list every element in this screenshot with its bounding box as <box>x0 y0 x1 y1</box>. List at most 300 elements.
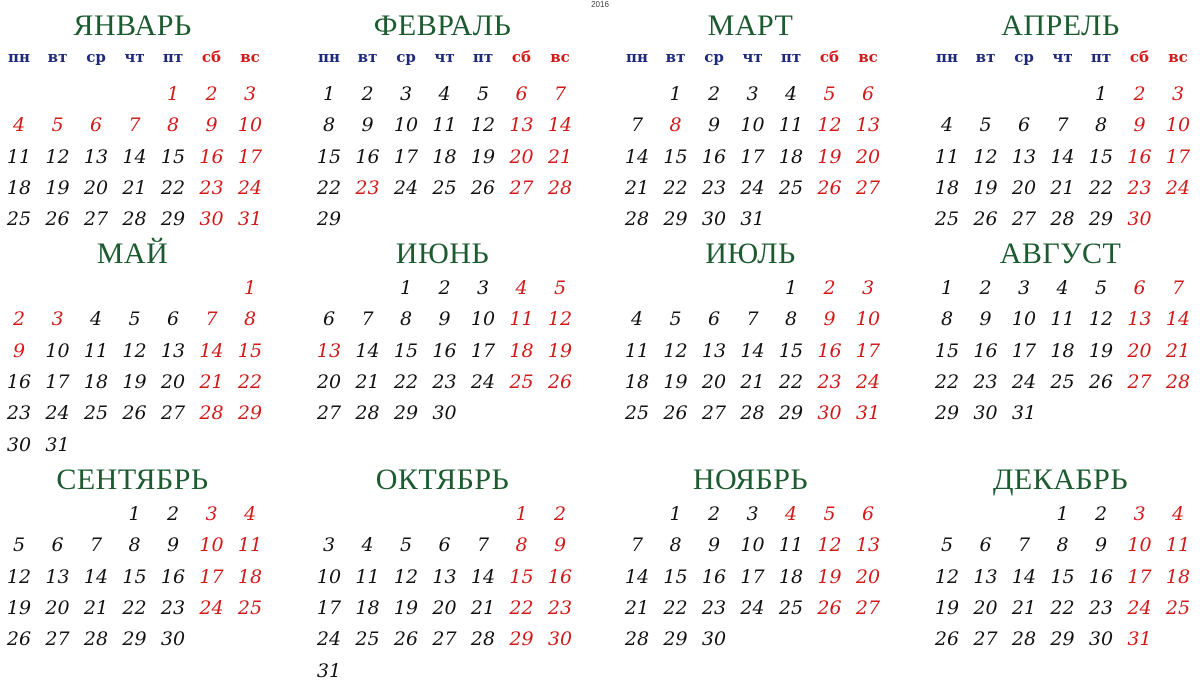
day-cell: 15 <box>122 565 147 588</box>
day-cell: 20 <box>1127 339 1152 362</box>
day-cell: 10 <box>237 114 263 137</box>
day-cell: 5 <box>12 534 26 557</box>
day-cell: 18 <box>237 565 263 588</box>
day-cell: 25 <box>778 176 804 199</box>
day-cell: 11 <box>1165 534 1191 557</box>
day-cell: 22 <box>122 596 147 619</box>
day-cell: 12 <box>6 565 32 588</box>
day-cell: 28 <box>1050 208 1075 231</box>
day-cell: 5 <box>553 277 567 299</box>
day-cell: 28 <box>355 402 380 425</box>
day-cell: 9 <box>553 534 567 557</box>
day-cell: 3 <box>1017 277 1031 299</box>
day-cell: 29 <box>122 628 147 651</box>
day-cell: 22 <box>316 176 342 199</box>
day-cell: 7 <box>128 114 141 137</box>
day-cell: 18 <box>778 145 804 168</box>
day-cell: 13 <box>1127 308 1152 331</box>
day-cell: 26 <box>6 628 32 651</box>
day-cell: 5 <box>823 503 836 525</box>
day-cell: 21 <box>1011 596 1037 619</box>
day-cell: 13 <box>160 339 186 362</box>
day-cell: 25 <box>624 402 650 425</box>
day-cell: 11 <box>509 308 534 331</box>
day-cell: 12 <box>817 534 842 557</box>
weekday-label: сб <box>511 48 532 66</box>
day-cell: 20 <box>432 596 457 619</box>
day-cell: 20 <box>83 176 109 199</box>
day-cell: 2 <box>553 503 567 525</box>
day-cell: 26 <box>817 176 842 199</box>
day-cell: 28 <box>122 208 147 231</box>
day-cell: 5 <box>51 114 64 137</box>
day-cell: 25 <box>1165 596 1191 619</box>
day-cell: 8 <box>243 308 257 331</box>
day-cell: 30 <box>432 402 457 425</box>
day-cell: 6 <box>166 308 180 331</box>
day-cell: 18 <box>6 176 32 199</box>
day-cell: 28 <box>470 628 496 651</box>
year-label: 2016 <box>591 0 609 9</box>
day-cell: 24 <box>1127 596 1152 619</box>
day-cell: 9 <box>166 534 180 557</box>
weekday-label: пн <box>318 48 340 66</box>
day-cell: 3 <box>51 308 64 331</box>
day-cell: 28 <box>624 208 650 231</box>
day-cell: 27 <box>1127 370 1152 393</box>
day-cell: 17 <box>470 339 496 362</box>
day-cell: 29 <box>1050 628 1075 651</box>
day-cell: 13 <box>855 534 881 557</box>
day-cell: 15 <box>663 145 688 168</box>
day-cell: 2 <box>823 277 836 299</box>
day-cell: 29 <box>160 208 186 231</box>
day-cell: 14 <box>355 339 380 362</box>
weekday-label: вс <box>550 48 570 66</box>
day-cell: 8 <box>669 114 682 137</box>
day-cell: 9 <box>979 308 992 331</box>
day-cell: 29 <box>663 208 688 231</box>
day-cell: 7 <box>553 83 567 105</box>
day-cell: 14 <box>1050 145 1075 168</box>
day-cell: 15 <box>778 339 804 362</box>
day-cell: 21 <box>1050 176 1075 199</box>
day-cell: 4 <box>1171 503 1185 525</box>
day-cell: 29 <box>1088 208 1114 231</box>
weekday-label: сб <box>1129 48 1150 66</box>
day-cell: 3 <box>476 277 490 299</box>
day-cell: 1 <box>1094 83 1108 105</box>
day-cell: 3 <box>205 503 218 525</box>
day-cell: 30 <box>160 628 186 651</box>
day-cell: 22 <box>160 176 186 199</box>
weekday-label: вт <box>357 48 378 66</box>
day-cell: 23 <box>817 370 842 393</box>
day-cell: 25 <box>1050 370 1075 393</box>
day-cell: 30 <box>1088 628 1114 651</box>
day-cell: 29 <box>509 628 534 651</box>
day-cell: 20 <box>973 596 998 619</box>
day-cell: 12 <box>393 565 419 588</box>
day-cell: 16 <box>701 565 727 588</box>
day-cell: 30 <box>1127 208 1152 231</box>
day-cell: 21 <box>122 176 147 199</box>
day-cell: 24 <box>199 596 224 619</box>
day-cell: 6 <box>861 503 875 525</box>
day-cell: 16 <box>160 565 186 588</box>
day-cell: 30 <box>701 208 727 231</box>
weekday-label: ср <box>1014 48 1034 66</box>
day-cell: 18 <box>509 339 534 362</box>
day-cell: 14 <box>624 145 650 168</box>
day-cell: 9 <box>12 339 26 362</box>
day-cell: 19 <box>1088 339 1114 362</box>
day-cell: 12 <box>663 339 688 362</box>
day-cell: 19 <box>45 176 70 199</box>
day-cell: 27 <box>973 628 998 651</box>
day-cell: 4 <box>630 308 644 331</box>
day-cell: 5 <box>476 83 490 105</box>
day-cell: 9 <box>1133 114 1146 137</box>
day-cell: 24 <box>855 370 881 393</box>
day-cell: 2 <box>1133 83 1146 105</box>
day-cell: 14 <box>470 565 496 588</box>
day-cell: 24 <box>470 370 496 393</box>
day-cell: 15 <box>160 145 186 168</box>
day-cell: 28 <box>199 402 224 425</box>
day-cell: 25 <box>6 208 32 231</box>
day-cell: 12 <box>973 145 998 168</box>
day-cell: 5 <box>1094 277 1108 299</box>
day-cell: 25 <box>934 208 960 231</box>
day-cell: 10 <box>393 114 419 137</box>
day-cell: 10 <box>45 339 70 362</box>
day-cell: 5 <box>128 308 141 331</box>
day-cell: 17 <box>1127 565 1152 588</box>
day-cell: 19 <box>817 145 842 168</box>
day-cell: 31 <box>1127 628 1152 651</box>
day-cell: 4 <box>361 534 374 557</box>
weekday-label: вт <box>47 48 68 66</box>
weekday-label: пт <box>1090 48 1112 66</box>
day-cell: 27 <box>83 208 109 231</box>
day-cell: 18 <box>1050 339 1075 362</box>
day-cell: 27 <box>509 176 534 199</box>
day-cell: 31 <box>855 402 881 425</box>
day-cell: 29 <box>663 628 688 651</box>
day-cell: 22 <box>393 370 419 393</box>
day-cell: 21 <box>1165 339 1191 362</box>
day-cell: 6 <box>707 308 721 331</box>
day-cell: 24 <box>45 402 70 425</box>
day-cell: 5 <box>979 114 992 137</box>
day-cell: 23 <box>701 176 727 199</box>
day-cell: 7 <box>630 534 644 557</box>
day-cell: 30 <box>199 208 224 231</box>
day-cell: 1 <box>1056 503 1069 525</box>
day-cell: 15 <box>393 339 419 362</box>
day-cell: 8 <box>128 534 141 557</box>
weekday-label: пт <box>472 48 494 66</box>
month-title: ОКТЯБРЬ <box>375 463 510 496</box>
day-cell: 25 <box>509 370 534 393</box>
day-cell: 22 <box>663 176 688 199</box>
day-cell: 10 <box>316 565 342 588</box>
month-title: ИЮНЬ <box>395 237 490 270</box>
day-cell: 31 <box>237 208 263 231</box>
day-cell: 17 <box>740 145 765 168</box>
day-cell: 24 <box>740 176 765 199</box>
day-cell: 9 <box>438 308 451 331</box>
day-cell: 28 <box>624 628 650 651</box>
day-cell: 11 <box>355 565 380 588</box>
day-cell: 7 <box>476 534 490 557</box>
day-cell: 19 <box>973 176 998 199</box>
day-cell: 16 <box>817 339 842 362</box>
day-cell: 27 <box>701 402 727 425</box>
day-cell: 24 <box>316 628 342 651</box>
day-cell: 31 <box>316 659 342 682</box>
day-cell: 12 <box>1088 308 1114 331</box>
day-cell: 19 <box>817 565 842 588</box>
day-cell: 6 <box>438 534 451 557</box>
weekday-label: пн <box>8 48 30 66</box>
day-cell: 14 <box>1011 565 1037 588</box>
day-cell: 4 <box>243 503 257 525</box>
day-cell: 17 <box>45 370 70 393</box>
day-cell: 20 <box>1011 176 1037 199</box>
weekday-label: вс <box>1168 48 1188 66</box>
day-cell: 10 <box>740 534 765 557</box>
day-cell: 19 <box>6 596 32 619</box>
day-cell: 5 <box>669 308 682 331</box>
day-cell: 24 <box>237 176 263 199</box>
day-cell: 19 <box>393 596 419 619</box>
day-cell: 8 <box>940 308 954 331</box>
day-cell: 4 <box>438 83 451 105</box>
day-cell: 1 <box>669 503 682 525</box>
day-cell: 17 <box>855 339 881 362</box>
day-cell: 8 <box>515 534 528 557</box>
day-cell: 28 <box>1011 628 1037 651</box>
day-cell: 21 <box>83 596 109 619</box>
month-title: МАЙ <box>96 237 169 270</box>
day-cell: 26 <box>470 176 496 199</box>
weekday-label: чт <box>434 48 455 66</box>
day-cell: 20 <box>45 596 70 619</box>
day-cell: 7 <box>89 534 103 557</box>
day-cell: 16 <box>199 145 224 168</box>
day-cell: 9 <box>361 114 374 137</box>
day-cell: 1 <box>128 503 141 525</box>
day-cell: 3 <box>861 277 875 299</box>
day-cell: 29 <box>778 402 804 425</box>
day-cell: 14 <box>199 339 224 362</box>
day-cell: 16 <box>432 339 457 362</box>
day-cell: 30 <box>973 402 998 425</box>
day-cell: 25 <box>83 402 109 425</box>
day-cell: 17 <box>199 565 224 588</box>
day-cell: 24 <box>1165 176 1191 199</box>
day-cell: 10 <box>740 114 765 137</box>
day-cell: 21 <box>740 370 765 393</box>
day-cell: 26 <box>45 208 70 231</box>
day-cell: 20 <box>160 370 186 393</box>
day-cell: 15 <box>316 145 342 168</box>
day-cell: 15 <box>237 339 263 362</box>
month-title: МАРТ <box>707 9 794 42</box>
month-title: ИЮЛЬ <box>705 237 796 270</box>
day-cell: 11 <box>778 114 804 137</box>
day-cell: 28 <box>83 628 109 651</box>
day-cell: 22 <box>934 370 960 393</box>
day-cell: 26 <box>1088 370 1114 393</box>
day-cell: 8 <box>784 308 798 331</box>
day-cell: 6 <box>322 308 336 331</box>
day-cell: 11 <box>934 145 960 168</box>
day-cell: 28 <box>740 402 765 425</box>
weekday-label: вт <box>665 48 686 66</box>
day-cell: 13 <box>1011 145 1037 168</box>
day-cell: 30 <box>6 433 32 456</box>
day-cell: 14 <box>122 145 147 168</box>
day-cell: 11 <box>778 534 804 557</box>
day-cell: 7 <box>205 308 218 331</box>
day-cell: 8 <box>669 534 682 557</box>
day-cell: 23 <box>432 370 457 393</box>
day-cell: 21 <box>199 370 224 393</box>
day-cell: 7 <box>746 308 759 331</box>
day-cell: 25 <box>432 176 457 199</box>
day-cell: 28 <box>547 176 573 199</box>
weekday-label: чт <box>124 48 145 66</box>
day-cell: 1 <box>322 83 336 105</box>
day-cell: 8 <box>166 114 180 137</box>
day-cell: 16 <box>6 370 32 393</box>
day-cell: 1 <box>940 277 954 299</box>
month-title: АВГУСТ <box>999 237 1122 270</box>
day-cell: 14 <box>740 339 765 362</box>
day-cell: 12 <box>934 565 960 588</box>
day-cell: 9 <box>823 308 836 331</box>
day-cell: 26 <box>934 628 960 651</box>
day-cell: 5 <box>823 83 836 105</box>
day-cell: 8 <box>1094 114 1108 137</box>
day-cell: 26 <box>122 402 147 425</box>
day-cell: 26 <box>393 628 419 651</box>
weekday-label: вт <box>975 48 996 66</box>
day-cell: 5 <box>940 534 954 557</box>
day-cell: 13 <box>316 339 342 362</box>
day-cell: 17 <box>237 145 263 168</box>
day-cell: 10 <box>199 534 224 557</box>
day-cell: 17 <box>316 596 342 619</box>
day-cell: 21 <box>470 596 496 619</box>
day-cell: 7 <box>1056 114 1069 137</box>
day-cell: 19 <box>122 370 147 393</box>
day-cell: 15 <box>934 339 960 362</box>
day-cell: 23 <box>160 596 186 619</box>
weekday-label: ср <box>86 48 106 66</box>
day-cell: 11 <box>432 114 457 137</box>
day-cell: 7 <box>361 308 374 331</box>
day-cell: 27 <box>316 402 342 425</box>
day-cell: 31 <box>45 433 70 456</box>
day-cell: 6 <box>1017 114 1031 137</box>
day-cell: 29 <box>316 208 342 231</box>
day-cell: 18 <box>934 176 960 199</box>
day-cell: 23 <box>973 370 998 393</box>
day-cell: 24 <box>393 176 419 199</box>
day-cell: 27 <box>432 628 457 651</box>
day-cell: 1 <box>399 277 413 299</box>
day-cell: 27 <box>855 596 881 619</box>
day-cell: 12 <box>45 145 70 168</box>
day-cell: 6 <box>979 534 992 557</box>
month-title: АПРЕЛЬ <box>1001 9 1120 42</box>
day-cell: 12 <box>470 114 496 137</box>
day-cell: 31 <box>740 208 765 231</box>
day-cell: 3 <box>243 83 257 105</box>
day-cell: 13 <box>509 114 534 137</box>
day-cell: 27 <box>855 176 881 199</box>
weekday-label: ср <box>396 48 416 66</box>
weekday-label: пт <box>780 48 802 66</box>
day-cell: 16 <box>973 339 998 362</box>
day-cell: 25 <box>237 596 263 619</box>
day-cell: 1 <box>784 277 798 299</box>
day-cell: 18 <box>778 565 804 588</box>
day-cell: 3 <box>746 83 759 105</box>
day-cell: 29 <box>934 402 960 425</box>
day-cell: 15 <box>1050 565 1075 588</box>
day-cell: 4 <box>12 114 26 137</box>
day-cell: 2 <box>166 503 180 525</box>
weekday-label: пн <box>936 48 958 66</box>
day-cell: 27 <box>45 628 70 651</box>
day-cell: 25 <box>778 596 804 619</box>
day-cell: 7 <box>1017 534 1031 557</box>
day-cell: 16 <box>701 145 727 168</box>
day-cell: 15 <box>509 565 534 588</box>
day-cell: 21 <box>624 176 650 199</box>
day-cell: 21 <box>547 145 573 168</box>
day-cell: 17 <box>393 145 419 168</box>
day-cell: 16 <box>547 565 573 588</box>
day-cell: 31 <box>1011 402 1037 425</box>
weekday-label: вс <box>240 48 260 66</box>
day-cell: 11 <box>237 534 263 557</box>
day-cell: 1 <box>166 83 180 105</box>
day-cell: 23 <box>547 596 573 619</box>
day-cell: 14 <box>83 565 109 588</box>
day-cell: 27 <box>160 402 186 425</box>
day-cell: 4 <box>784 83 798 105</box>
day-cell: 2 <box>707 503 721 525</box>
day-cell: 22 <box>509 596 534 619</box>
day-cell: 15 <box>663 565 688 588</box>
day-cell: 10 <box>470 308 496 331</box>
day-cell: 15 <box>1088 145 1114 168</box>
day-cell: 13 <box>45 565 70 588</box>
day-cell: 3 <box>746 503 759 525</box>
day-cell: 18 <box>83 370 109 393</box>
day-cell: 16 <box>355 145 380 168</box>
day-cell: 10 <box>855 308 881 331</box>
day-cell: 18 <box>1165 565 1191 588</box>
weekday-label: чт <box>742 48 763 66</box>
day-cell: 22 <box>778 370 804 393</box>
